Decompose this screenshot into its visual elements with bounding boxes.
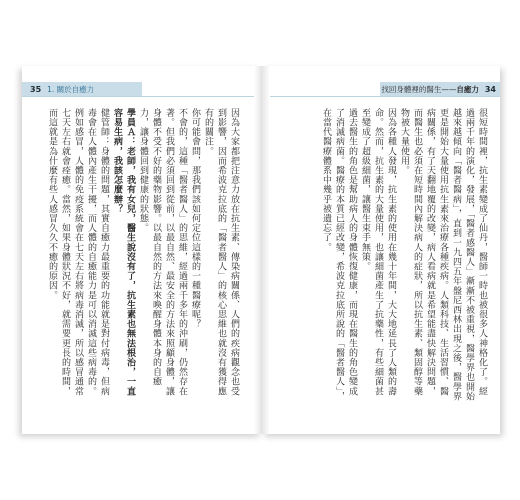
right-header-rule [270,96,500,97]
left-section-title: 1. 關於自癒力 [47,84,95,94]
book-gutter [254,66,270,434]
chapter-title-prefix: 找回身體裡的醫生—— [381,84,457,94]
left-body-text [36,108,240,404]
left-paragraph: 不會的，這種「醫者醫人」的思維，經過兩千多年的沖刷，仍然存在著。但我們必須回到從前，以最自然、最安全的方法來照顧身體，讓身體不受不好的藥物影響。以最自然的方法來喚醒身體本身的自癒力，讓身體回到健康的狀態。 [138,108,187,396]
chapter-title-bold: 自癒力 [456,84,479,94]
left-paragraph: 健管師：身體的問題，其實自癒力最重要的功能就是對付病毒，但病毒會在人體內產生干擾，而人體的自癒能力是可以消滅這些病毒的。例如感冒，人體的免疫系統會在七天左右將病毒消滅，所以感冒通常七天左右就會痊癒。當然，如果身體狀況不好，就需要更長的時間，而這就是為什麼有些人感冒久久不癒的原因。 [47,108,109,396]
right-paragraph: 很短時間裡，抗生素變成了仙丹，醫師一時也被很多人神格化了。經過兩千年的演化，發展，「醫者感醫人」漸漸不被重視，醫學界也開始越來越傾向「醫者醫病」，直到一九四五年盤尼西林出現之後，醫學界更是開始大量使用抗生素來治療各種疾病。人類科技、生活習慣、醫病關係，有了天翻地覆的改變，病人看病就是希望能盡快解決問題，而醫生也必須在短時間內解決病人的症狀，所以抗生素、類固醇等藥物被大量使用。 [399,108,487,402]
right-chapter-title [381,84,479,95]
left-header [30,82,94,96]
right-header [381,82,496,96]
left-header-rule [22,96,254,97]
right-paragraph: 因為各種人發現，抗生素的使用在幾十年間，大大地延長了人類的壽命。然而，抗生素的大量使用，也讓細菌產生了抗藥性，有些細菌甚至變成了超級細菌，讓醫生束手無策。 [360,108,396,396]
left-paragraph: 因為大家都把注意力放在抗生素、傳染病關係、人們的疾病觀念也受到影響，因而希波克拉底的「醫者醫人」的核心思維也就沒有獲得應有的關注。 [203,108,239,396]
left-page-number: 35 [30,84,42,94]
right-paragraph: 過去醫生的角色是幫助病人的身體恢復健康，而現在醫生的角色變成了消滅病菌。醫療的本質已經改變，希波克拉底所說的「醫者醫人」，在當代醫療體系中幾乎被遺忘了。 [321,108,357,402]
left-paragraph: 學員Ａ：老師，我有女兒，醫生說沒有了，抗生素也無法根治，一直容易生病，我該怎麼辦？ [112,108,135,396]
right-body-text [288,108,488,404]
right-page-number: 34 [484,84,496,94]
left-paragraph: 你可能會問，那我們該如何定位這樣的一種醫療呢？ [190,108,200,329]
